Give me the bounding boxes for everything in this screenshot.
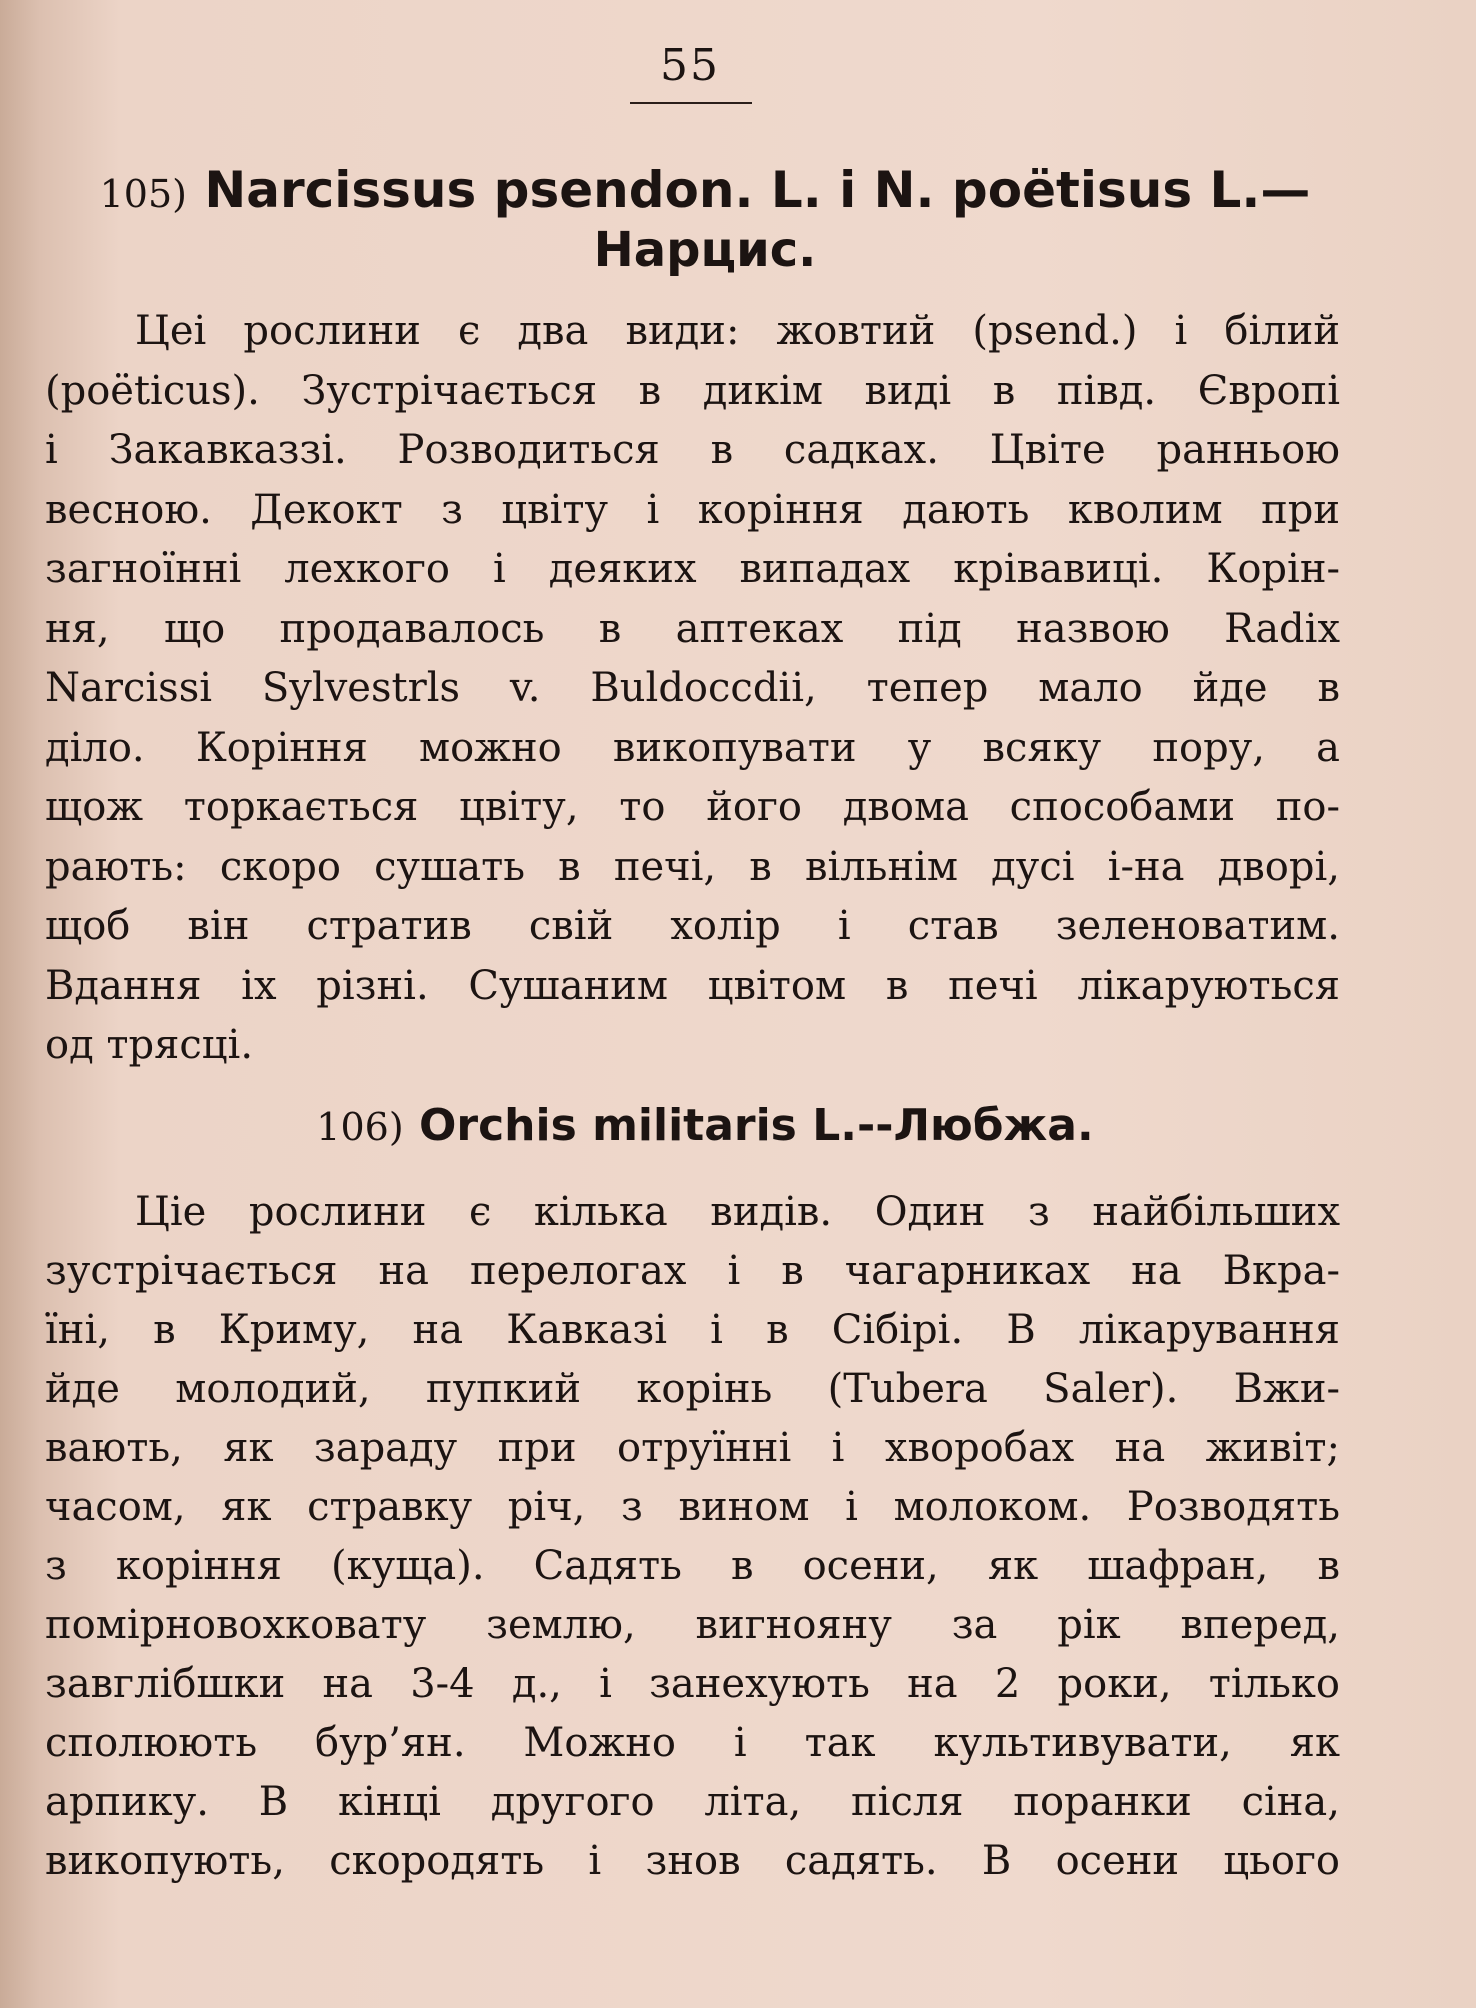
text-line: рають: скоро сушать в печі, в вільнім дусі і-на дворі,	[45, 843, 1340, 890]
entry-106-heading	[60, 1098, 1350, 1155]
text-line: (poëticus). Зустрічається в дикім виді в півд. Європі	[45, 367, 1340, 414]
entry-106-number: 106)	[316, 1105, 404, 1149]
entry-105-heading	[60, 160, 1350, 224]
entry-106-title: Orchis militaris L.--Любжа.	[418, 1100, 1094, 1151]
text-line: зустрічається на перелогах і в чагарниках на Вкра-	[45, 1248, 1340, 1294]
text-line: Цеі рослини є два види: жовтий (psend.) і білий	[135, 308, 1340, 354]
text-line: од трясці.	[45, 1022, 254, 1068]
text-line: Ціе рослини є кілька видів. Один з найбільших	[135, 1189, 1340, 1235]
page-number-rule	[630, 102, 752, 104]
entry-105-subheading: Нарцис.	[593, 222, 817, 278]
text-line: помірновохковату землю, вигнояну за рік вперед,	[45, 1602, 1340, 1648]
text-line: їні, в Криму, на Кавказі і в Сібірі. В лікарування	[45, 1307, 1340, 1353]
text-line: і Закавказзі. Розводиться в садках. Цвіте ранньою	[45, 427, 1340, 473]
entry-105-number: 105)	[99, 172, 187, 216]
text-line: діло. Коріння можно викопувати у всяку пору, а	[45, 724, 1340, 771]
text-line: вають, як зараду при отруїнні і хворобах на живіт;	[45, 1425, 1340, 1471]
text-line: часом, як стравку річ, з вином і молоком. Розводять	[45, 1484, 1340, 1530]
text-line: сполюють бур’ян. Можно і так культивувати, як	[45, 1720, 1340, 1766]
text-line: йде молодий, пупкий корінь (Tubera Saler). Вжи-	[45, 1366, 1340, 1412]
text-line: щож торкається цвіту, то його двома способами по-	[45, 784, 1340, 830]
text-line: арпику. В кінці другого літа, після поранки сіна,	[45, 1779, 1340, 1825]
text-line: викопують, скородять і знов садять. В осени цього	[45, 1838, 1340, 1884]
entry-105-paragraph	[45, 302, 1340, 1076]
page-number: 55	[660, 40, 720, 91]
text-line: щоб він стратив свій холір і став зеленоватим.	[45, 903, 1340, 949]
text-line: завглібшки на 3-4 д., і занехують на 2 роки, тілько	[45, 1661, 1340, 1707]
text-line: ня, що продавалось в аптеках під назвою Radix	[45, 605, 1340, 652]
entry-106-paragraph	[45, 1183, 1340, 1891]
text-line: Вдання іх різні. Сушаним цвітом в печі лікаруються	[45, 962, 1340, 1009]
text-line: загноїнні лехкого і деяких випадах крівавиці. Корін-	[45, 546, 1340, 592]
text-line: Narcissi Sylvestrls v. Buldocсdii, тепер мало йде в	[45, 665, 1340, 711]
text-line: з коріння (куща). Садять в осени, як шафран, в	[45, 1543, 1340, 1589]
text-line: весною. Декокт з цвіту і коріння дають кволим при	[45, 486, 1340, 533]
entry-105-title: Narcissus psendon. L. i N. poëtisus L.—	[204, 161, 1311, 219]
